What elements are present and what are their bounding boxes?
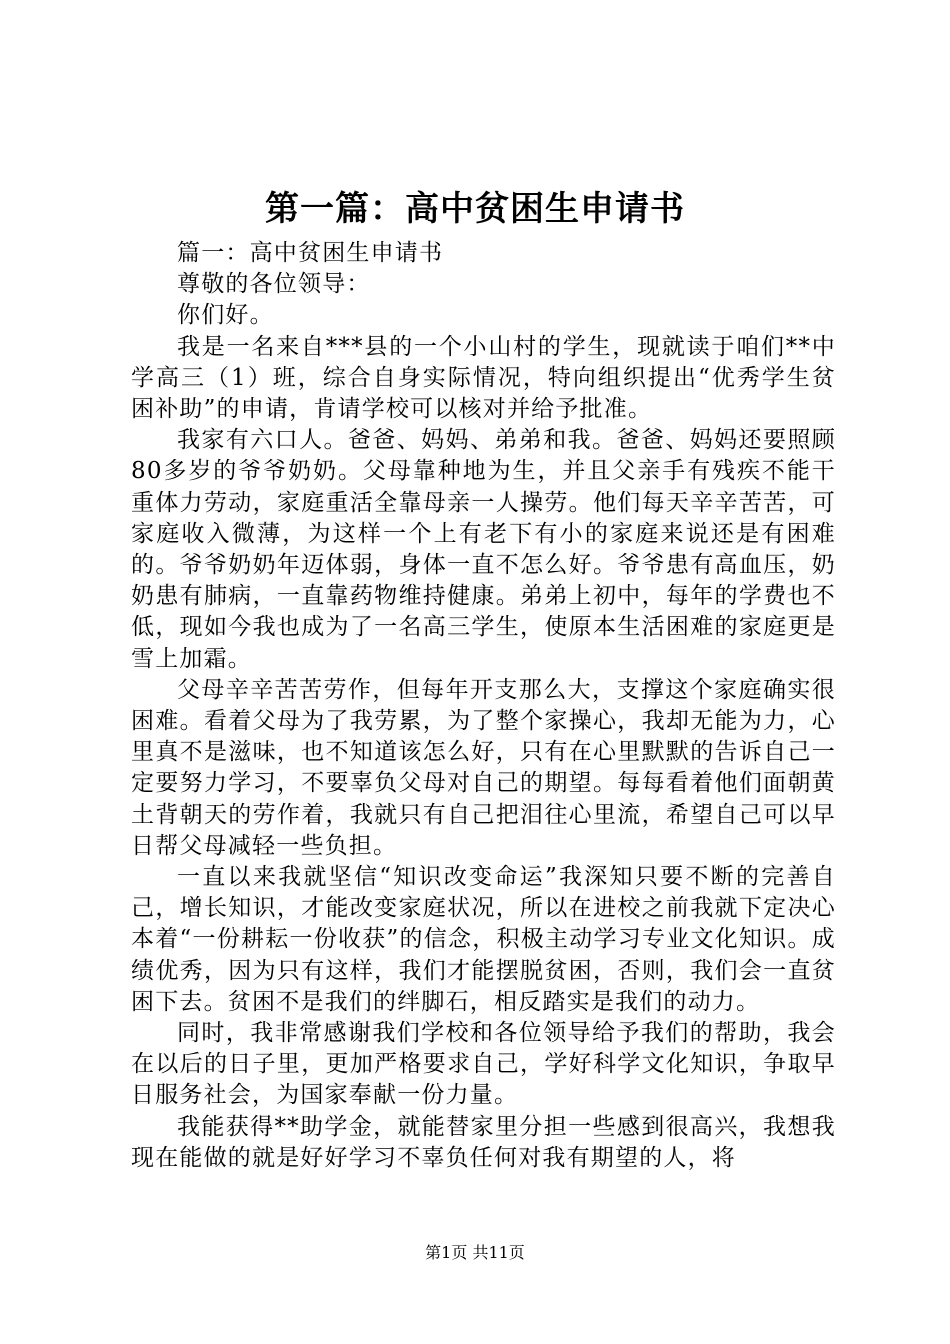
paragraph: 你们好。 bbox=[177, 302, 274, 329]
paragraph: 尊敬的各位领导： bbox=[177, 271, 371, 298]
document-title: 第一篇：高中贫困生申请书 bbox=[265, 189, 685, 229]
paragraph: 父母辛辛苦苦劳作，但每年开支那么大，支撑这个家庭确实很困难。看着父母为了我劳累，为了整个家操心，我却无能为力，心里真不是滋味，也不知道该怎么好，只有在心里默默的告诉自己一定要努力学习，不要辜负父母对自己的期望。每每看着他们面朝黄土背朝天的劳作着，我就只有自己把泪往心里流，希望自己可以早日帮父母减轻一些负担。 bbox=[131, 676, 836, 859]
paragraph: 篇一：高中贫困生申请书 bbox=[177, 240, 444, 266]
page-number-footer: 第1页 共11页 bbox=[425, 1243, 525, 1262]
paragraph: 我家有六口人。爸爸、妈妈、弟弟和我。爸爸、妈妈还要照顾80多岁的爷爷奶奶。父母靠种地为生，并且父亲手有残疾不能干重体力劳动，家庭重活全靠母亲一人操劳。他们每天辛辛苦苦，可家庭收入微薄，为这样一个上有老下有小的家庭来说还是有困难的。爷爷奶奶年迈体弱，身体一直不怎么好。爷爷患有高血压，奶奶患有肺病，一直靠药物维持健康。弟弟上初中，每年的学费也不低，现如今我也成为了一名高三学生，使原本生活困难的家庭更是雪上加霜。 bbox=[131, 427, 836, 672]
document-body bbox=[131, 238, 836, 1174]
paragraph: 我能获得**助学金，就能替家里分担一些感到很高兴，我想我现在能做的就是好好学习不辜负任何对我有期望的人，将 bbox=[131, 1113, 836, 1171]
paragraph: 一直以来我就坚信“知识改变命运”我深知只要不断的完善自己，增长知识，才能改变家庭状况，所以在进校之前我就下定决心本着“一份耕耘一份收获”的信念，积极主动学习专业文化知识。成绩优秀，因为只有这样，我们才能摆脱贫困，否则，我们会一直贫困下去。贫困不是我们的绊脚石，相反踏实是我们的动力。 bbox=[131, 864, 836, 1015]
paragraph: 同时，我非常感谢我们学校和各位领导给予我们的帮助，我会在以后的日子里，更加严格要求自己，学好科学文化知识，争取早日服务社会，为国家奉献一份力量。 bbox=[131, 1020, 836, 1109]
paragraph: 我是一名来自***县的一个小山村的学生，现就读于咱们**中学高三（1）班，综合自身实际情况，特向组织提出“优秀学生贫困补助”的申请，肯请学校可以核对并给予批准。 bbox=[131, 333, 836, 423]
